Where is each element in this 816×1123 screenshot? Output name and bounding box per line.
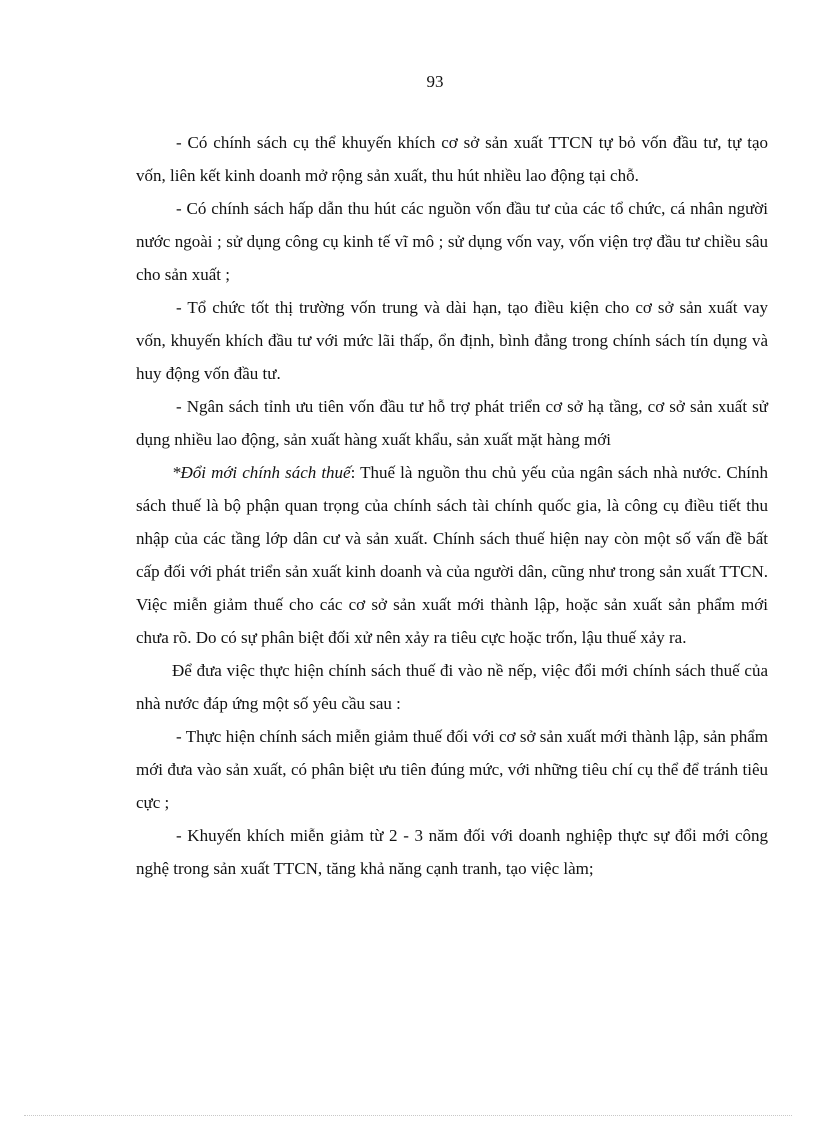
paragraph-tax-incentive: - Khuyến khích miễn giảm từ 2 - 3 năm đối với doanh nghiệp thực sự đổi mới công nghệ trong sản xuất TTCN, tăng khả năng cạnh tranh, tạo việc làm; [136, 826, 768, 878]
document-body [136, 126, 768, 885]
paragraph-tax-exemption: - Thực hiện chính sách miễn giảm thuế đối với cơ sở sản xuất mới thành lập, sản phẩm mới đưa vào sản xuất, có phân biệt ưu tiên đúng mức, với những tiêu chí cụ thể để tránh tiêu cực ; [136, 727, 768, 812]
paragraph-tax-reform [136, 456, 768, 654]
page-number: 93 [426, 72, 444, 91]
tax-reform-heading: *Đổi mới chính sách thuế [172, 463, 351, 482]
tax-reform-body: : Thuế là nguồn thu chủ yếu của ngân sách nhà nước. Chính sách thuế là bộ phận quan trọng của chính sách tài chính quốc gia, là công cụ điều tiết thu nhập của các tầng lớp dân cư và sản xuất. Chính sách thuế hiện nay còn một số vấn đề bất cấp đối với phát triển sản xuất kinh doanh và của người dân, cũng như trong sản xuất TTCN. Việc miễn giảm thuế cho các cơ sở sản xuất mới thành lập, hoặc sản xuất sản phẩm mới chưa rõ. Do có sự phân biệt đối xử nên xảy ra tiêu cực hoặc trốn, lậu thuế xảy ra. [136, 463, 768, 647]
paragraph-tax-intro: Để đưa việc thực hiện chính sách thuế đi vào nề nếp, việc đổi mới chính sách thuế của nhà nước đáp ứng một số yêu cầu sau : [136, 661, 768, 713]
paragraph-provincial-budget: - Ngân sách tỉnh ưu tiên vốn đầu tư hỗ trợ phát triển cơ sở hạ tầng, cơ sở sản xuất sử dụng nhiều lao động, sản xuất hàng xuất khẩu, sản xuất mặt hàng mới [136, 397, 768, 449]
paragraph-foreign-investment: - Có chính sách hấp dẫn thu hút các nguồn vốn đầu tư của các tổ chức, cá nhân người nước ngoài ; sử dụng công cụ kinh tế vĩ mô ; sử dụng vốn vay, vốn viện trợ đầu tư chiều sâu cho sản xuất ; [136, 199, 768, 284]
paragraph-capital-policy: - Có chính sách cụ thể khuyến khích cơ sở sản xuất TTCN tự bỏ vốn đầu tư, tự tạo vốn, liên kết kinh doanh mở rộng sản xuất, thu hút nhiều lao động tại chỗ. [136, 133, 768, 185]
page-bottom-divider [24, 1115, 792, 1116]
paragraph-capital-market: - Tổ chức tốt thị trường vốn trung và dài hạn, tạo điều kiện cho cơ sở sản xuất vay vốn, khuyến khích đầu tư với mức lãi thấp, ổn định, bình đẳng trong chính sách tín dụng và huy động vốn đầu tư. [136, 298, 768, 383]
